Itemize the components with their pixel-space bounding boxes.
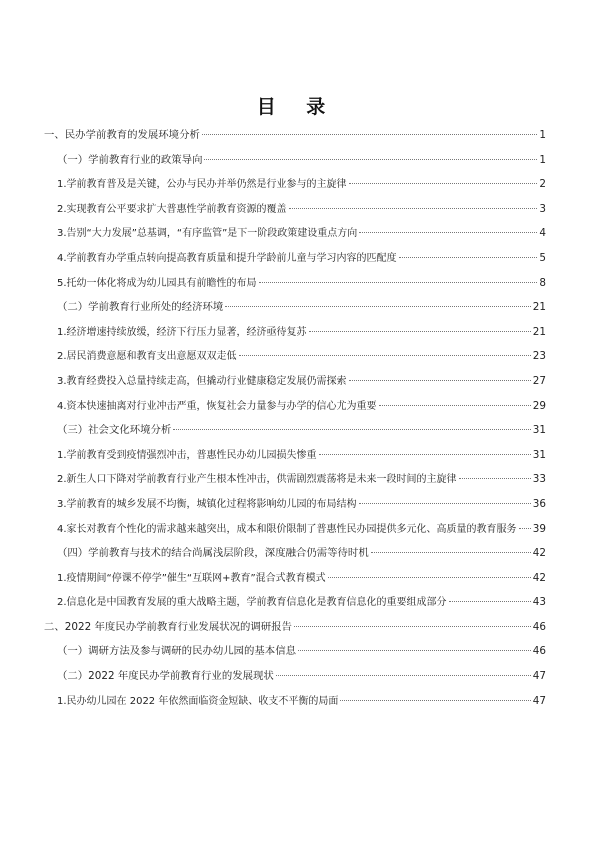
toc-entry-title: 2.居民消费意愿和教育支出意愿双双走低: [57, 351, 237, 363]
toc-entry[interactable]: [44, 620, 546, 645]
toc-entry[interactable]: [44, 595, 546, 620]
toc-entry-page-number: 46: [532, 620, 546, 633]
toc-entry-page-number: 43: [532, 596, 546, 609]
dot-leader: [359, 232, 537, 233]
toc-entry-page-number: 29: [532, 399, 546, 412]
toc-entry-title: 1.学前教育受到疫情强烈冲击，普惠性民办幼儿园损失惨重: [57, 449, 317, 461]
dot-leader: [379, 405, 531, 406]
dot-leader: [298, 650, 531, 651]
toc-entry-page-number: 33: [532, 473, 546, 486]
toc-entry-page-number: 42: [532, 571, 546, 584]
toc-entry-page-number: 21: [532, 301, 546, 314]
toc-entry-page-number: 39: [532, 522, 546, 535]
page-title: 目 录: [256, 96, 338, 118]
dot-leader: [349, 183, 538, 184]
toc-entry-page-number: 3: [539, 202, 546, 215]
dot-leader: [399, 257, 538, 258]
dot-leader: [173, 429, 530, 430]
toc-entry-title: （三）社会文化环境分析: [57, 424, 172, 437]
toc-entry-title: 3.教育经费投入总量持续走高，但撬动行业健康稳定发展仍需探索: [57, 375, 347, 387]
toc-entry-page-number: 42: [532, 547, 546, 560]
dot-leader: [519, 528, 531, 529]
toc-entry[interactable]: [44, 153, 546, 178]
toc-entry[interactable]: [44, 448, 546, 473]
toc-entry-title: （二）学前教育行业所处的经济环境: [57, 301, 224, 314]
toc-entry-page-number: 31: [532, 424, 546, 437]
toc-entry-page-number: 4: [539, 227, 546, 240]
dot-leader: [239, 355, 531, 356]
toc-entry[interactable]: [44, 374, 546, 399]
toc-entry-page-number: 1: [539, 153, 546, 166]
toc-entry[interactable]: [44, 349, 546, 374]
toc-entry-page-number: 8: [539, 276, 546, 289]
dot-leader: [294, 626, 531, 627]
dot-leader: [309, 331, 531, 332]
dot-leader: [259, 282, 538, 283]
toc-entry-title: 4.家长对教育个性化的需求越来越突出，成本和限价限制了普惠性民办园提供多元化、高质量的教育服务: [57, 523, 517, 535]
toc-entry-title: 一、民办学前教育的发展环境分析: [44, 129, 200, 141]
toc-entry-title: 3.告别“大力发展”总基调，“有序监管”是下一阶段政策建设重点方向: [57, 228, 358, 240]
toc-entry[interactable]: [44, 472, 546, 497]
toc-entry-title: （二）2022 年度民办学前教育行业的发展现状: [57, 670, 274, 683]
toc-entry-title: 5.托幼一体化将成为幼儿园具有前瞻性的布局: [57, 277, 257, 289]
toc-entry-page-number: 31: [532, 448, 546, 461]
toc-entry[interactable]: [44, 497, 546, 522]
dot-leader: [359, 503, 531, 504]
toc-entry-title: 4.资本快速抽离对行业冲击严重，恢复社会力量参与办学的信心尤为重要: [57, 400, 377, 412]
toc-entry-title: 二、2022 年度民办学前教育行业发展状况的调研报告: [44, 620, 292, 633]
dot-leader: [340, 700, 530, 701]
toc-entry[interactable]: [44, 399, 546, 424]
toc-entry[interactable]: [44, 251, 546, 276]
dot-leader: [349, 380, 531, 381]
toc-entry-title: （一）调研方法及参与调研的民办幼儿园的基本信息: [57, 645, 296, 658]
toc-entry-page-number: 5: [539, 251, 546, 264]
toc-entry-title: 1.民办幼儿园在 2022 年依然面临资金短缺、收支不平衡的局面: [57, 695, 339, 707]
toc-entry-page-number: 36: [532, 497, 546, 510]
dot-leader: [319, 454, 531, 455]
toc-entry[interactable]: [44, 694, 546, 719]
dot-leader: [328, 577, 531, 578]
toc-entry[interactable]: [44, 202, 546, 227]
toc-entry-page-number: 21: [532, 325, 546, 338]
dot-leader: [459, 478, 531, 479]
table-of-contents: [44, 128, 546, 718]
dot-leader: [202, 134, 538, 135]
toc-entry-title: 3.学前教育的城乡发展不均衡，城镇化过程将影响幼儿园的布局结构: [57, 498, 357, 510]
toc-entry[interactable]: [44, 669, 546, 694]
toc-entry[interactable]: [44, 522, 546, 547]
toc-entry-title: 1.经济增速持续放缓，经济下行压力显著，经济亟待复苏: [57, 326, 307, 338]
toc-entry-page-number: 27: [532, 374, 546, 387]
toc-entry-page-number: 2: [539, 178, 546, 191]
dot-leader: [225, 306, 531, 307]
toc-entry-page-number: 47: [532, 694, 546, 707]
dot-leader: [276, 675, 531, 676]
toc-entry-page-number: 47: [532, 670, 546, 683]
dot-leader: [204, 159, 537, 160]
dot-leader: [289, 208, 538, 209]
dot-leader: [371, 552, 531, 553]
toc-entry[interactable]: [44, 128, 546, 153]
toc-entry-title: （四）学前教育与技术的结合尚属浅层阶段，深度融合仍需等待时机: [57, 547, 369, 560]
toc-entry-page-number: 1: [539, 129, 546, 141]
toc-entry[interactable]: [44, 226, 546, 251]
toc-entry[interactable]: [44, 300, 546, 325]
dot-leader: [449, 601, 531, 602]
toc-entry-title: 2.实现教育公平要求扩大普惠性学前教育资源的覆盖: [57, 203, 287, 215]
toc-entry-page-number: 46: [532, 645, 546, 658]
toc-entry[interactable]: [44, 276, 546, 301]
toc-entry-title: （一）学前教育行业的政策导向: [57, 153, 203, 166]
toc-entry[interactable]: [44, 423, 546, 448]
toc-entry[interactable]: [44, 571, 546, 596]
toc-entry-title: 1.学前教育普及是关键，公办与民办并举仍然是行业参与的主旋律: [57, 179, 347, 191]
toc-entry-title: 2.新生人口下降对学前教育行业产生根本性冲击，供需剧烈震荡将是未来一段时间的主旋律: [57, 474, 457, 486]
toc-entry[interactable]: [44, 177, 546, 202]
toc-entry-title: 4.学前教育办学重点转向提高教育质量和提升学龄前儿童与学习内容的匹配度: [57, 252, 397, 264]
toc-entry-page-number: 23: [532, 350, 546, 363]
toc-entry[interactable]: [44, 546, 546, 571]
toc-entry[interactable]: [44, 644, 546, 669]
toc-entry-title: 1.疫情期间“停课不停学”催生“互联网+教育”混合式教育模式: [57, 572, 326, 584]
toc-entry[interactable]: [44, 325, 546, 350]
toc-entry-title: 2.信息化是中国教育发展的重大战略主题，学前教育信息化是教育信息化的重要组成部分: [57, 597, 447, 609]
